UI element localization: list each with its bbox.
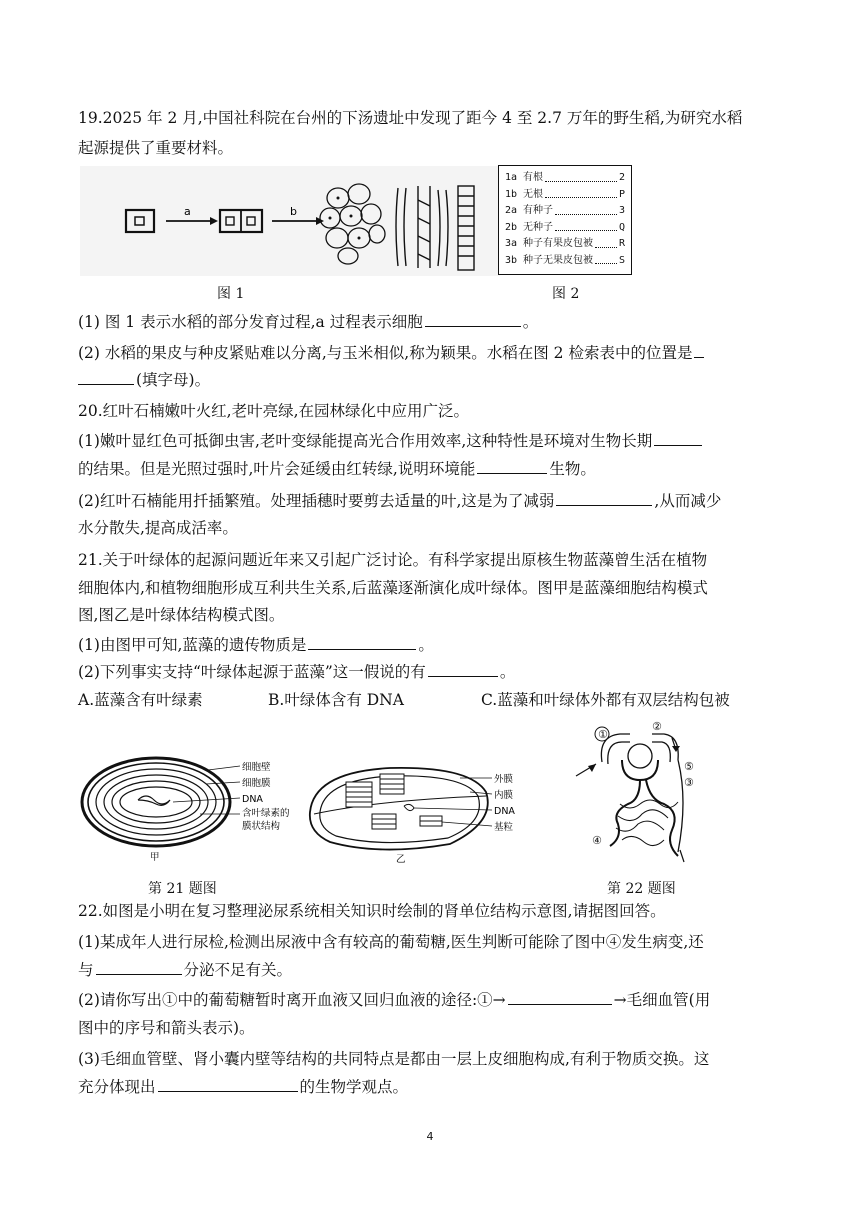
q21-stem-line2: 细胞体内,和植物细胞形成互利共生关系,后蓝藻逐渐演化成叶绿体。图甲是蓝藻细胞结构模式	[78, 579, 708, 597]
q20-sub1-line2: 的结果。但是光照过强时,叶片会延缓由红转绿,说明环境能 生物。	[78, 460, 596, 478]
answer-blank[interactable]	[308, 635, 416, 650]
figure-cyanobacterium	[78, 752, 308, 862]
key-row	[505, 170, 625, 187]
answer-blank[interactable]	[96, 960, 182, 975]
key-row-label: 2a 有种子	[505, 205, 554, 216]
answer-blank[interactable]	[428, 662, 498, 677]
q19-sub2-line1: (2) 水稻的果皮与种皮紧贴难以分离,与玉米相似,称为颖果。水稻在图 2 检索表中的位置是	[78, 343, 706, 363]
key-row-leader	[595, 236, 617, 248]
figure-nephron	[560, 720, 720, 865]
key-row-label: 1b 无根	[505, 188, 544, 200]
answer-blank[interactable]	[694, 343, 704, 358]
q20-sub1-line1: (1)嫩叶显红色可抵御虫害,老叶变绿能提高光合作用效率,这种特性是环境对生物长期	[78, 431, 704, 451]
label-outer-membrane: 外膜	[494, 774, 514, 785]
q22-sub3-line2: 充分体现出 的生物学观点。	[78, 1078, 409, 1096]
q21-option-b: B.叶绿体含有 DNA	[268, 691, 404, 709]
marker-1: ①	[598, 728, 608, 741]
answer-blank[interactable]	[158, 1077, 298, 1092]
q19-stem-line2: 起源提供了重要材料。	[78, 139, 234, 157]
answer-blank[interactable]	[654, 431, 702, 446]
key-row-label: 3a 种子有果皮包被	[505, 238, 594, 249]
marker-4: ④	[592, 834, 602, 847]
key-row-leader	[595, 253, 617, 265]
q22-sub3-line1: (3)毛细血管壁、肾小囊内壁等结构的共同特点是都由一层上皮细胞构成,有利于物质交换。这	[78, 1050, 710, 1068]
key-row	[505, 187, 625, 204]
label-b: b	[290, 205, 297, 218]
q21-stem-line3: 图,图乙是叶绿体结构模式图。	[78, 606, 285, 624]
q20-stem: 20.红叶石楠嫩叶火红,老叶亮绿,在园林绿化中应用广泛。	[78, 402, 470, 420]
key-row-label: 2b 无种子	[505, 221, 554, 233]
key-row	[505, 253, 625, 270]
q20-sub2-line1: (2)红叶石楠能用扦插繁殖。处理插穗时要剪去适量的叶,这是为了减弱 ,从而减少	[78, 492, 722, 510]
q21-option-c: C.蓝藻和叶绿体外都有双层结构包被	[481, 691, 730, 709]
q21-stem-line1: 21.关于叶绿体的起源问题近年来又引起广泛讨论。有科学家提出原核生物蓝藻曾生活在植物	[78, 551, 708, 569]
key-row-label: 3b 种子无果皮包被	[505, 254, 594, 266]
marker-5: ⑤	[684, 760, 694, 773]
answer-blank[interactable]	[508, 990, 612, 1005]
figure-2-caption: 图 2	[552, 286, 580, 302]
figure-1-caption: 图 1	[217, 286, 245, 302]
arrow-out	[680, 850, 684, 862]
label-inner-membrane: 内膜	[494, 790, 514, 801]
q20-sub2-line2: 水分散失,提高成活率。	[78, 519, 238, 537]
label-dna: DNA	[494, 806, 515, 817]
q22-sub2-line2: 图中的序号和箭头表示)。	[78, 1019, 255, 1037]
key-row-leader	[555, 220, 617, 232]
label-cell-wall: 细胞壁	[242, 762, 271, 773]
q19-sub2-line2: (填字母)。	[78, 370, 210, 390]
figure-name-yi: 乙	[396, 854, 406, 864]
label-cell-membrane: 细胞膜	[242, 778, 271, 789]
key-row-result: R	[618, 238, 625, 249]
label-a: a	[184, 205, 191, 218]
page-number: 4	[426, 1130, 434, 1143]
q22-sub1-line1: (1)某成年人进行尿检,检测出尿液中含有较高的葡萄糖,医生判断可能除了图中④发生病变,还	[78, 933, 704, 951]
q22-stem: 22.如图是小明在复习整理泌尿系统相关知识时绘制的肾单位结构示意图,请据图回答。	[78, 902, 666, 920]
key-row-leader	[545, 170, 617, 182]
figure-name-jia: 甲	[150, 852, 160, 862]
label-dna: DNA	[242, 794, 263, 805]
figure-1-development	[80, 166, 500, 276]
q22-figure-caption: 第 22 题图	[607, 881, 676, 897]
q21-figure-caption: 第 21 题图	[148, 881, 217, 897]
answer-blank[interactable]	[477, 459, 547, 474]
q21-sub2: (2)下列事实支持“叶绿体起源于蓝藻”这一假说的有 。	[78, 663, 516, 681]
answer-blank[interactable]	[425, 312, 521, 327]
key-row-result: P	[618, 188, 625, 200]
key-row-result: Q	[618, 221, 625, 233]
q21-sub1: (1)由图甲可知,蓝藻的遗传物质是 。	[78, 636, 434, 654]
marker-2: ②	[652, 720, 662, 733]
key-row-result: 3	[618, 205, 625, 216]
key-row-label: 1a 有根	[505, 172, 544, 183]
key-row-result: S	[618, 254, 625, 266]
q21-option-a: A.蓝藻含有叶绿素	[78, 691, 203, 709]
label-chlorophyll-membrane-2: 膜状结构	[242, 821, 281, 832]
figure-chloroplast	[300, 752, 530, 864]
key-row	[505, 203, 625, 220]
key-row	[505, 236, 625, 253]
key-row-leader	[555, 203, 617, 215]
answer-blank[interactable]	[78, 370, 134, 385]
key-row-result: 2	[618, 172, 625, 183]
label-chlorophyll-membrane: 含叶绿素的	[242, 808, 290, 819]
q22-sub1-line2: 与 分泌不足有关。	[78, 961, 293, 979]
q19-sub1: (1) 图 1 表示水稻的部分发育过程,a 过程表示细胞 。	[78, 313, 539, 331]
key-row	[505, 220, 625, 237]
marker-3: ③	[684, 776, 694, 789]
figure-2-dichotomous-key	[498, 165, 632, 275]
label-grana: 基粒	[494, 822, 514, 833]
key-row-leader	[545, 187, 617, 199]
q19-stem-line1: 19.2025 年 2 月,中国社科院在台州的下汤遗址中发现了距今 4 至 2.7 万年的野生稻,为研究水稻	[78, 109, 743, 127]
q22-sub2-line1: (2)请你写出①中的葡萄糖暂时离开血液又回归血液的途径:①→ →毛细血管(用	[78, 991, 711, 1009]
answer-blank[interactable]	[556, 491, 652, 506]
